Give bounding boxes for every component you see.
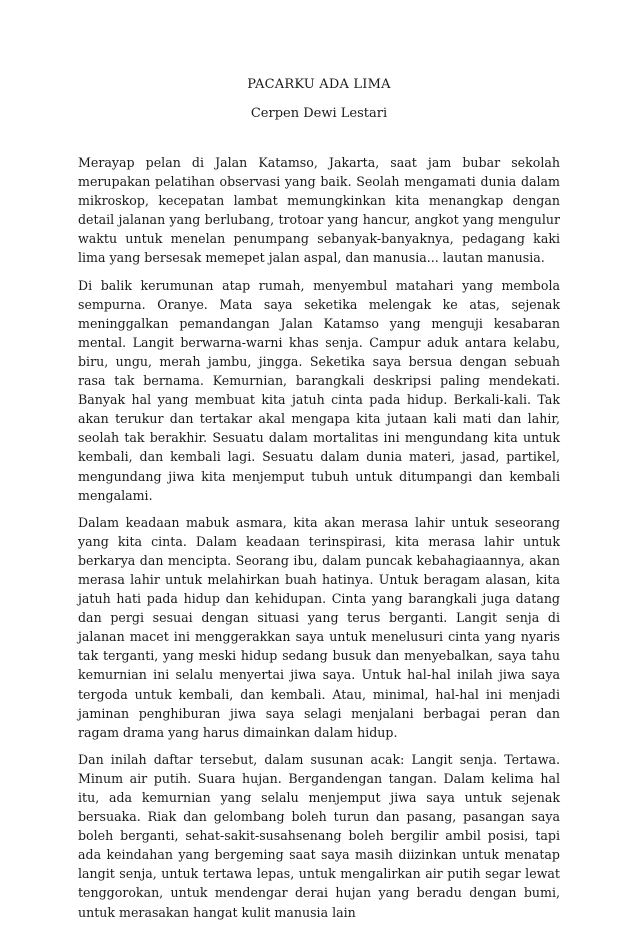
paragraph-1: Merayap pelan di Jalan Katamso, Jakarta, saat jam bubar sekolah merupakan pelatihan observasi yang baik. Seolah mengamati dunia dalam mikroskop, kecepatan lambat memungkinkan kita menangkap dengan detail jalanan yang berlubang, trotoar yang hancur, angkot yang mengulur waktu untuk menelan penumpang sebanyak-banyaknya, pedagang kaki lima yang bersesak memepet jalan aspal, dan manusia... lautan manusia. bbox=[78, 155, 560, 266]
paragraph-3: Dalam keadaan mabuk asmara, kita akan merasa lahir untuk seseorang yang kita cinta. Dalam keadaan terinspirasi, kita merasa lahir untuk berkarya dan mencipta. Seorang ibu, dalam puncak kebahagiaannya, akan merasa lahir untuk melahirkan buah hatinya. Untuk beragam alasan, kita jatuh hati pada hidup dan kehidupan. Cinta yang barangkali juga datang dan pergi sesuai dengan situasi yang terus berganti. Langit senja di jalanan macet ini menggerakkan saya untuk menelusuri cinta yang nyaris tak terganti, yang meski hidup sedang busuk dan menyebalkan, saya tahu kemurnian ini selalu menyertai jiwa saya. Untuk hal-hal inilah jiwa saya tergoda untuk kembali, dan kembali. Atau, minimal, hal-hal ini menjadi jaminan penghiburan jiwa saya selagi menjalani berbagai peran dan ragam drama yang harus dimainkan dalam hidup. bbox=[78, 514, 560, 740]
document-body bbox=[78, 153, 560, 930]
paragraph-2: Di balik kerumunan atap rumah, menyembul matahari yang membola sempurna. Oranye. Mata saya seketika melengak ke atas, sejenak meninggalkan pemandangan Jalan Katamso yang menguji kesabaran mental. Langit berwarna-warni khas senja. Campur aduk antara kelabu, biru, ungu, merah jambu, jingga. Seketika saya bersua dengan sebuah rasa tak bernama. Kemurnian, barangkali deskripsi paling mendekati. Banyak hal yang membuat kita jatuh cinta pada hidup. Berkali-kali. Tak akan terukur dan tertakar akal mengapa kita jutaan kali mati dan lahir, seolah tak berakhir. Sesuatu dalam mortalitas ini mengundang kita untuk kembali, dan kembali lagi. Sesuatu dalam dunia materi, jasad, partikel, mengundang jiwa kita menjemput tubuh untuk ditumpangi dan kembali mengalami. bbox=[78, 277, 560, 503]
document-subtitle: Cerpen Dewi Lestari bbox=[250, 106, 388, 121]
paragraph-4: Dan inilah daftar tersebut, dalam susunan acak: Langit senja. Tertawa. Minum air putih. Suara hujan. Bergandengan tangan. Dalam kelima hal itu, ada kemurnian yang selalu menjemput jiwa saya untuk sejenak bersuaka. Riak dan gelombang boleh turun dan pasang, pasangan saya boleh berganti, sehat-sakit-susahsenang boleh bergilir ambil posisi, tapi ada keindahan yang bergeming saat saya masih diizinkan untuk menatap langit senja, untuk tertawa lepas, untuk mengalirkan air putih segar lewat tenggorokan, untuk mendengar derai hujan yang beradu dengan bumi, untuk merasakan hangat kulit manusia lain bbox=[78, 751, 560, 920]
document-title: PACARKU ADA LIMA bbox=[247, 77, 391, 92]
